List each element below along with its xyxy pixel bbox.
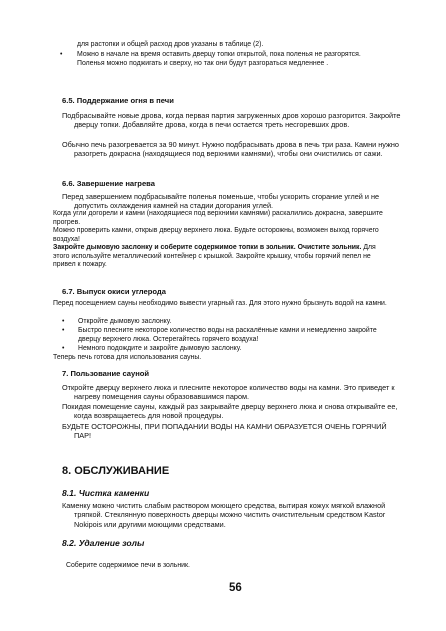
section-6-6-p4-bold: Закройте дымовую заслонку и соберите содержимое топки в зольник. Очистите зольник. — [53, 244, 362, 251]
section-8-2-p1: Соберите содержимое печи в зольник. — [66, 562, 190, 569]
section-8-1-p1: Каменку можно чистить слабым раствором моющего средства, вытирая кожух мягкой влажной тряпкой. Стеклянную поверхность дверцы можно чистить очистительным средством Kastor Nokipois или другими моющими средствами. — [62, 501, 386, 529]
section-8-heading: 8. ОБСЛУЖИВАНИЕ — [62, 465, 170, 477]
section-6-7-intro: Перед посещением сауны необходимо вывести угарный газ. Для этого нужно брызнуть водой на камни. — [53, 300, 387, 307]
bullet-dot: • — [60, 51, 63, 58]
section-6-7-outro: Теперь печь готова для использования сауны. — [53, 354, 202, 361]
page-number: 56 — [229, 582, 242, 594]
bullet-dot: • — [62, 327, 65, 334]
section-7-heading: 7. Пользование сауной — [62, 369, 150, 378]
top-line: для растопки и общей расход дров указаны в таблице (2). — [77, 41, 264, 48]
section-6-5-p1: Подбрасывайте новые дрова, когда первая партия загруженных дров хорошо разгорится. Закройте дверцу топки. Добавляйте дрова, когда в печи остается треть несгоревших дров. — [62, 111, 401, 130]
section-6-7-heading: 6.7. Выпуск окиси углерода — [62, 287, 166, 296]
top-bullet — [60, 51, 390, 68]
bullet-dot: • — [62, 318, 65, 325]
top-bullet-text: Можно в начале на время оставить дверцу топки открытой, пока поленья не разгорятся. Поленья можно поджигать и сверху, но так они будут разгораться медленнее . — [77, 51, 361, 67]
bullet-dot: • — [62, 345, 65, 352]
section-7-p2: Покидая помещение сауны, каждый раз закрывайте дверцу верхнего люка и снова открывайте ее, когда возвращаетесь для новой процедуры. — [62, 402, 398, 421]
section-7-warning: БУДЬТЕ ОСТОРОЖНЫ, ПРИ ПОПАДАНИИ ВОДЫ НА КАМНИ ОБРАЗУЕТСЯ ОЧЕНЬ ГОРЯЧИЙ ПАР! — [62, 422, 387, 441]
section-6-6-p3: Можно проверить камни, открыв дверцу верхнего люка. Будьте осторожны, возможен выход горячего воздуха! — [53, 227, 379, 243]
section-6-7-bullet-2 — [62, 327, 390, 344]
section-6-5-p2: Обычно печь разогревается за 90 минут. Нужно подбрасывать дрова в печь три раза. Камни нужно разогреть докрасна (находящиеся под верхними камнями), чтобы они очистились от сажи. — [62, 140, 399, 159]
section-6-6-p2: Когда угли догорели и камни (находящиеся под верхними камнями) раскалились докрасна, завершите прогрев. — [53, 210, 383, 226]
section-6-7-bullet-3 — [62, 345, 390, 354]
section-8-1-heading: 8.1. Чистка каменки — [62, 488, 150, 498]
bullet-text: Откройте дымовую заслонку. — [78, 318, 172, 325]
bullet-text: Немного подождите и закройте дымовую заслонку. — [78, 345, 242, 352]
section-7-p1: Откройте дверцу верхнего люка и плесните некоторое количество воды на камни. Это приведет к нагреву помещения сауны образовавшимся паром. — [62, 383, 395, 402]
section-6-6-p4 — [53, 244, 389, 270]
section-6-6-p4-rest: Для этого используйте металлический контейнер с крышкой. Закройте крышку, чтобы горячий пепел не привел к пожару. — [53, 244, 376, 269]
section-8-2-heading: 8.2. Удаление золы — [62, 538, 145, 548]
section-6-7-bullet-1 — [62, 318, 390, 327]
section-6-5-heading: 6.5. Поддержание огня в печи — [62, 96, 174, 105]
bullet-text: Быстро плесните некоторое количество воды на раскалённые камни и немедленно закройте дверцу верхнего люка. Остерегайтесь горячего воздуха! — [78, 327, 377, 343]
section-6-6-heading: 6.6. Завершение нагрева — [62, 179, 155, 188]
section-6-6-p1: Перед завершением подбрасывайте поленья поменьше, чтобы ускорить сгорание углей и не допустить охлаждения камней на стадии догорания углей. — [62, 192, 380, 211]
